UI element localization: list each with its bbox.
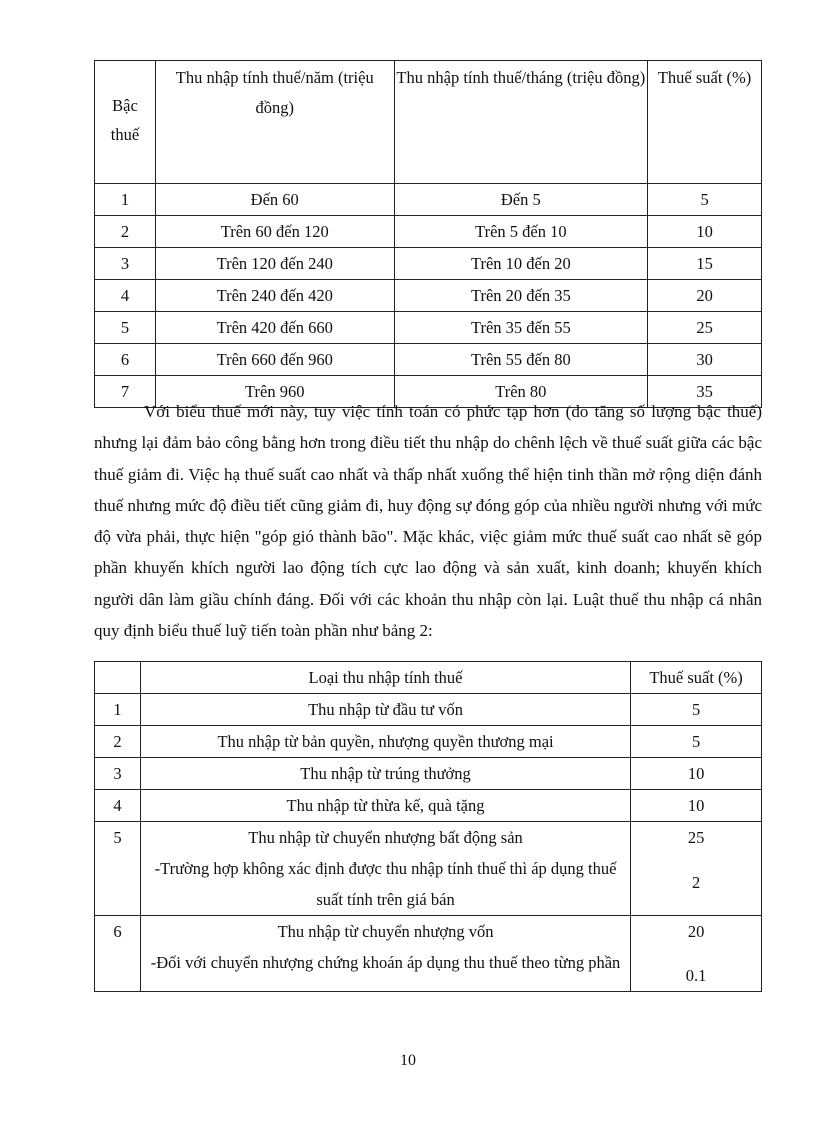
cell-nam: Trên 960 <box>155 376 394 408</box>
cell-thang: Trên 55 đến 80 <box>394 344 648 376</box>
cell-rate-main: 25 <box>687 828 705 847</box>
cell-rate-sub: 2 <box>691 873 701 892</box>
table-row <box>95 822 762 916</box>
cell-thang: Trên 20 đến 35 <box>394 280 648 312</box>
table-row <box>95 184 762 216</box>
cell-bac: 7 <box>95 376 156 408</box>
table-row <box>95 726 762 758</box>
cell-rate: 35 <box>648 376 762 408</box>
cell-rate: 10 <box>648 216 762 248</box>
cell-thang: Trên 80 <box>394 376 648 408</box>
cell-rate: 30 <box>648 344 762 376</box>
table-header-row <box>95 61 762 184</box>
cell-bac: 4 <box>95 280 156 312</box>
cell-rate: 5 <box>648 184 762 216</box>
cell-type <box>140 822 630 916</box>
cell-type-main: Thu nhập từ chuyển nhượng vốn <box>277 922 494 941</box>
header-blank <box>95 662 141 694</box>
cell-rate: 10 <box>631 790 762 822</box>
header-bac-thue: Bậc thuế <box>95 61 156 184</box>
body-paragraph: Với biểu thuế mới này, tuy việc tính toán có phức tạp hơn (do tăng số lượng bậc thuế) nhưng lại đảm bảo công bằng hơn trong điều tiết thu nhập do chênh lệch về thuế suất giữa các bậc thuế giảm đi. Việc hạ thuế suất cao nhất và thấp nhất xuống thể hiện tinh thần mở rộng diện đánh thuế nhưng mức độ điều tiết cũng giảm đi, huy động sự đóng góp của nhiều người nhưng với mức độ vừa phải, thực hiện "góp gió thành bão". Mặc khác, việc giảm mức thuế suất cao nhất sẽ góp phần khuyến khích người lao động tích cực lao động và sản xuất, kinh doanh; khuyến khích người dân làm giầu chính đáng. Đối với các khoản thu nhập còn lại. Luật thuế thu nhập cá nhân quy định biểu thuế luỹ tiến toàn phần như bảng 2: <box>94 402 762 641</box>
cell-type: Thu nhập từ bản quyền, nhượng quyền thương mại <box>140 726 630 758</box>
cell-rate <box>631 916 762 992</box>
cell-rate: 5 <box>631 694 762 726</box>
cell-bac: 6 <box>95 344 156 376</box>
page-number: 10 <box>400 1052 416 1069</box>
table-row <box>95 694 762 726</box>
cell-thang: Trên 5 đến 10 <box>394 216 648 248</box>
table-row <box>95 916 762 992</box>
cell-bac: 2 <box>95 216 156 248</box>
cell-nam: Trên 60 đến 120 <box>155 216 394 248</box>
cell-nam: Đến 60 <box>155 184 394 216</box>
header-loai-thu-nhap: Loại thu nhập tính thuế <box>140 662 630 694</box>
cell-rate: 20 <box>648 280 762 312</box>
table-row <box>95 216 762 248</box>
cell-no: 6 <box>95 916 141 992</box>
cell-type: Thu nhập từ thừa kế, quà tặng <box>140 790 630 822</box>
cell-no: 5 <box>95 822 141 916</box>
cell-no: 3 <box>95 758 141 790</box>
cell-nam: Trên 240 đến 420 <box>155 280 394 312</box>
cell-no: 1 <box>95 694 141 726</box>
table-row <box>95 248 762 280</box>
cell-nam: Trên 660 đến 960 <box>155 344 394 376</box>
header-thue-suat: Thuế suất (%) <box>648 61 762 184</box>
tax-bracket-table <box>94 60 762 408</box>
cell-bac: 5 <box>95 312 156 344</box>
cell-type-sub: -Đối với chuyển nhượng chứng khoán áp dụng thu thuế theo từng phần <box>150 953 621 972</box>
cell-thang: Đến 5 <box>394 184 648 216</box>
cell-no: 2 <box>95 726 141 758</box>
header-thu-nhap-nam: Thu nhập tính thuế/năm (triệu đồng) <box>155 61 394 184</box>
header-thu-nhap-thang: Thu nhập tính thuế/tháng (triệu đồng) <box>394 61 648 184</box>
cell-type <box>140 916 630 992</box>
cell-rate: 25 <box>648 312 762 344</box>
table-row <box>95 344 762 376</box>
cell-bac: 3 <box>95 248 156 280</box>
cell-rate-sub: 0.1 <box>685 966 707 985</box>
cell-type: Thu nhập từ đầu tư vốn <box>140 694 630 726</box>
table-row <box>95 758 762 790</box>
header-thue-suat: Thuế suất (%) <box>631 662 762 694</box>
cell-thang: Trên 35 đến 55 <box>394 312 648 344</box>
cell-nam: Trên 420 đến 660 <box>155 312 394 344</box>
income-type-table <box>94 661 762 992</box>
cell-rate: 10 <box>631 758 762 790</box>
table-header-row <box>95 662 762 694</box>
cell-no: 4 <box>95 790 141 822</box>
table-row <box>95 312 762 344</box>
cell-type: Thu nhập từ trúng thưởng <box>140 758 630 790</box>
cell-thang: Trên 10 đến 20 <box>394 248 648 280</box>
cell-type-main: Thu nhập từ chuyển nhượng bất động sản <box>248 828 523 847</box>
cell-type-sub: -Trường hợp không xác định được thu nhập tính thuế thì áp dụng thuế suất tính trên giá bán <box>154 859 617 909</box>
cell-nam: Trên 120 đến 240 <box>155 248 394 280</box>
table-row <box>95 280 762 312</box>
cell-rate: 15 <box>648 248 762 280</box>
table-row <box>95 790 762 822</box>
cell-rate-main: 20 <box>687 922 705 941</box>
cell-rate: 5 <box>631 726 762 758</box>
cell-bac: 1 <box>95 184 156 216</box>
cell-rate <box>631 822 762 916</box>
